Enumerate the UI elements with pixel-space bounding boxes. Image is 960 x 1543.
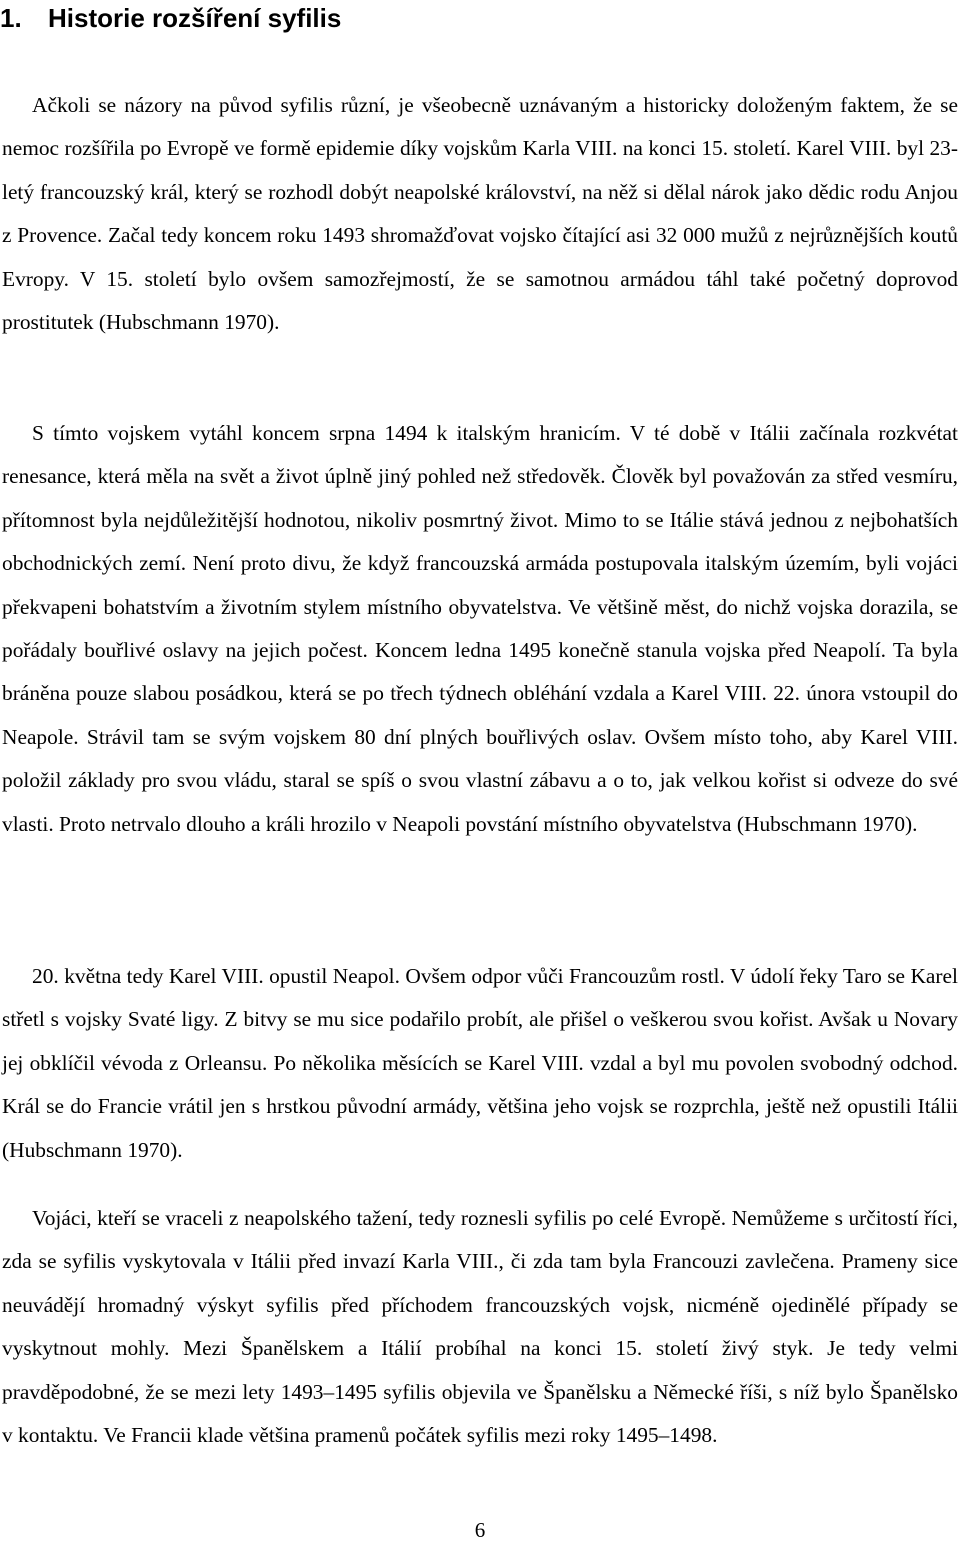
- chapter-heading: [0, 0, 341, 36]
- paragraph-container: [2, 955, 958, 1172]
- body-paragraph-2: S tímto vojskem vytáhl koncem srpna 1494 k italským hranicím. V té době v Itálii začínala rozkvétat renesance, která měla na svět a život úplně jiný pohled než středověk. Člověk byl považován za střed vesmíru, přítomnost byla nejdůležitější hodnotou, nikoliv posmrtný život. Mimo to se Itálie stává jednou z nejbohatších obchodnických zemí. Není proto divu, že když francouzská armáda postupovala italským územím, byli vojáci překvapeni bohatstvím a životním stylem místního obyvatelstva. Ve většině měst, do nichž vojska dorazila, se pořádaly bouřlivé oslavy na jejich počest. Koncem ledna 1495 konečně stanula vojska před Neapolí. Ta byla bráněna pouze slabou posádkou, která se po třech týdnech obléhání vzdala a Karel VIII. 22. února vstoupil do Neapole. Strávil tam se svým vojskem 80 dní plných bouřlivých oslav. Ovšem místo toho, aby Karel VIII. položil základy pro svou vládu, staral se spíš o svou vlastní zábavu a o to, jak velkou kořist si odveze do své vlasti. Proto netrvalo dlouho a králi hrozilo v Neapoli povstání místního obyvatelstva (Hubschmann 1970).: [2, 421, 958, 836]
- chapter-title: Historie rozšíření syfilis: [48, 3, 342, 33]
- body-paragraph-3: 20. května tedy Karel VIII. opustil Neapol. Ovšem odpor vůči Francouzům rostl. V údolí řeky Taro se Karel střetl s vojsky Svaté ligy. Z bitvy se mu sice podařilo probít, ale přišel o veškerou svou kořist. Avšak u Novary jej obklíčil vévoda z Orleansu. Po několika měsících se Karel VIII. vzdal a byl mu povolen svobodný odchod. Král se do Francie vrátil jen s hrstkou původní armády, většina jeho vojsk se rozprchla, ještě než opustili Itálii (Hubschmann 1970).: [2, 964, 958, 1162]
- paragraph-container: [2, 412, 958, 846]
- paragraph-container: [2, 1197, 958, 1457]
- body-paragraph-1: Ačkoli se názory na původ syfilis různí, je všeobecně uznávaným a historicky doloženým faktem, že se nemoc rozšířila po Evropě ve formě epidemie díky vojskům Karla VIII. na konci 15. století. Karel VIII. byl 23-letý francouzský král, který se rozhodl dobýt neapolské království, na něž si dělal nárok jako dědic rodu Anjou z Provence. Začal tedy koncem roku 1493 shromažďovat vojsko čítající asi 32 000 mužů z nejrůznějších koutů Evropy. V 15. století bylo ovšem samozřejmostí, že se samotnou armádou táhl také početný doprovod prostitutek (Hubschmann 1970).: [2, 93, 958, 335]
- page-number: 6: [474, 1518, 486, 1542]
- paragraph-container: [2, 84, 958, 344]
- body-paragraph-4: Vojáci, kteří se vraceli z neapolského tažení, tedy roznesli syfilis po celé Evropě. Nemůžeme s určitostí říci, zda se syfilis vyskytovala v Itálii před invazí Karla VIII., či zda tam byla Francouzi zavlečena. Prameny sice neuvádějí hromadný výskyt syfilis před příchodem francouzských vojsk, nicméně ojedinělé případy se vyskytnout mohly. Mezi Španělskem a Itálií probíhal na konci 15. století živý styk. Je tedy velmi pravděpodobné, že se mezi lety 1493–1495 syfilis objevila ve Španělsku a Německé říši, s níž bylo Španělsko v kontaktu. Ve Francii klade většina pramenů počátek syfilis mezi roky 1495–1498.: [2, 1206, 958, 1448]
- chapter-number: 1.: [0, 3, 22, 33]
